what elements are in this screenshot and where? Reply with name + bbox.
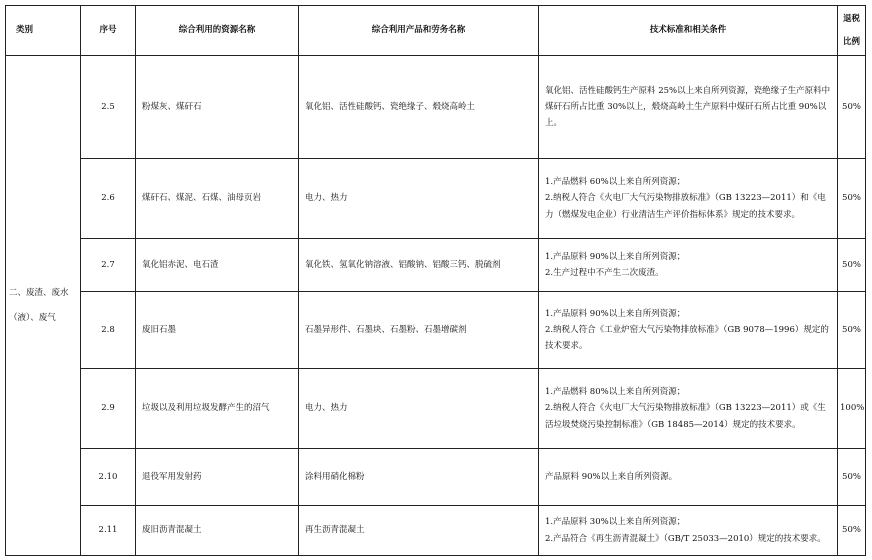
seq-cell: 2.11	[81, 506, 136, 556]
header-product: 综合利用产品和劳务名称	[299, 6, 539, 56]
header-category: 类别	[6, 6, 81, 56]
tech-cell	[539, 506, 838, 556]
resource-cell: 退役军用发射药	[136, 449, 299, 506]
tech-cell	[539, 159, 838, 239]
tech-cell	[539, 449, 838, 506]
tech-line: 2.产品符合《再生沥青混凝土》（GB/T 25033—2010）规定的技术要求。	[545, 533, 826, 544]
header-tech: 技术标准和相关条件	[539, 6, 838, 56]
product-cell: 电力、热力	[299, 159, 539, 239]
tech-line: 产品原料 90%以上来自所列资源。	[545, 471, 678, 482]
header-seq: 序号	[81, 6, 136, 56]
header-ratio: 退税比例	[838, 6, 866, 56]
table-row	[6, 449, 866, 506]
product-cell: 氧化铝、活性硅酸钙、瓷绝缘子、煅烧高岭土	[299, 56, 539, 159]
table-row	[6, 292, 866, 369]
ratio-cell: 100%	[838, 369, 866, 449]
table-row	[6, 56, 866, 159]
tech-line: 氧化铝、活性硅酸钙生产原料 25%以上来自所列资源，瓷绝缘子生产原料中煤矸石所占比重 30%以上，煅烧高岭土生产原料中煤矸石所占比重 90%以上。	[545, 85, 831, 129]
header-row	[6, 6, 866, 56]
product-cell: 石墨异形件、石墨块、石墨粉、石墨增碳剂	[299, 292, 539, 369]
table-row	[6, 159, 866, 239]
tech-cell	[539, 239, 838, 292]
tech-cell	[539, 56, 838, 159]
tech-line: 1.产品燃料 60%以上来自所列资源；	[545, 177, 686, 188]
ratio-cell: 50%	[838, 159, 866, 239]
tech-line: 2.纳税人符合《火电厂大气污染物排放标准》（GB 13223—2011）和《电力（燃煤发电企业）行业清洁生产评价指标体系》规定的技术要求。	[545, 193, 826, 220]
resource-cell: 氧化铝赤泥、电石渣	[136, 239, 299, 292]
ratio-cell: 50%	[838, 292, 866, 369]
tech-line: 2.纳税人符合《工业炉窑大气污染物排放标准》（GB 9078—1996）规定的技术要求。	[545, 324, 829, 352]
ratio-cell: 50%	[838, 449, 866, 506]
seq-cell: 2.8	[81, 292, 136, 369]
resource-cell: 垃圾以及利用垃圾发酵产生的沼气	[136, 369, 299, 449]
resource-cell: 废旧沥青混凝土	[136, 506, 299, 556]
tech-line: 2.生产过程中不产生二次废渣。	[545, 268, 664, 278]
seq-cell: 2.6	[81, 159, 136, 239]
seq-cell: 2.9	[81, 369, 136, 449]
header-resource: 综合利用的资源名称	[136, 6, 299, 56]
seq-cell: 2.7	[81, 239, 136, 292]
resource-cell: 废旧石墨	[136, 292, 299, 369]
seq-cell: 2.10	[81, 449, 136, 506]
product-cell: 氧化铁、氢氧化钠溶液、铝酸钠、铝酸三钙、脱硫剂	[299, 239, 539, 292]
ratio-cell: 50%	[838, 239, 866, 292]
product-cell: 涂料用硝化棉粉	[299, 449, 539, 506]
resource-cell: 煤矸石、煤泥、石煤、油母页岩	[136, 159, 299, 239]
tech-line: 1.产品原料 90%以上来自所列资源；	[545, 251, 686, 262]
table-row	[6, 506, 866, 556]
seq-cell: 2.5	[81, 56, 136, 159]
resource-cell: 粉煤灰、煤矸石	[136, 56, 299, 159]
tax-refund-table	[5, 5, 866, 556]
tech-line: 1.产品原料 30%以上来自所列资源；	[545, 517, 686, 528]
product-cell: 电力、热力	[299, 369, 539, 449]
tech-line: 1.产品燃料 80%以上来自所列资源；	[545, 387, 686, 398]
table-row	[6, 239, 866, 292]
tech-line: 1.产品原料 90%以上来自所列资源；	[545, 308, 686, 319]
ratio-cell: 50%	[838, 506, 866, 556]
product-cell: 再生沥青混凝土	[299, 506, 539, 556]
table-row	[6, 369, 866, 449]
tech-cell	[539, 292, 838, 369]
category-cell: 二、废渣、废水（液）、废气	[6, 56, 81, 556]
ratio-cell: 50%	[838, 56, 866, 159]
tech-cell	[539, 369, 838, 449]
tech-line: 2.纳税人符合《火电厂大气污染物排放标准》（GB 13223—2011）或《生活垃圾焚烧污染控制标准》（GB 18485—2014）规定的技术要求。	[545, 403, 826, 430]
